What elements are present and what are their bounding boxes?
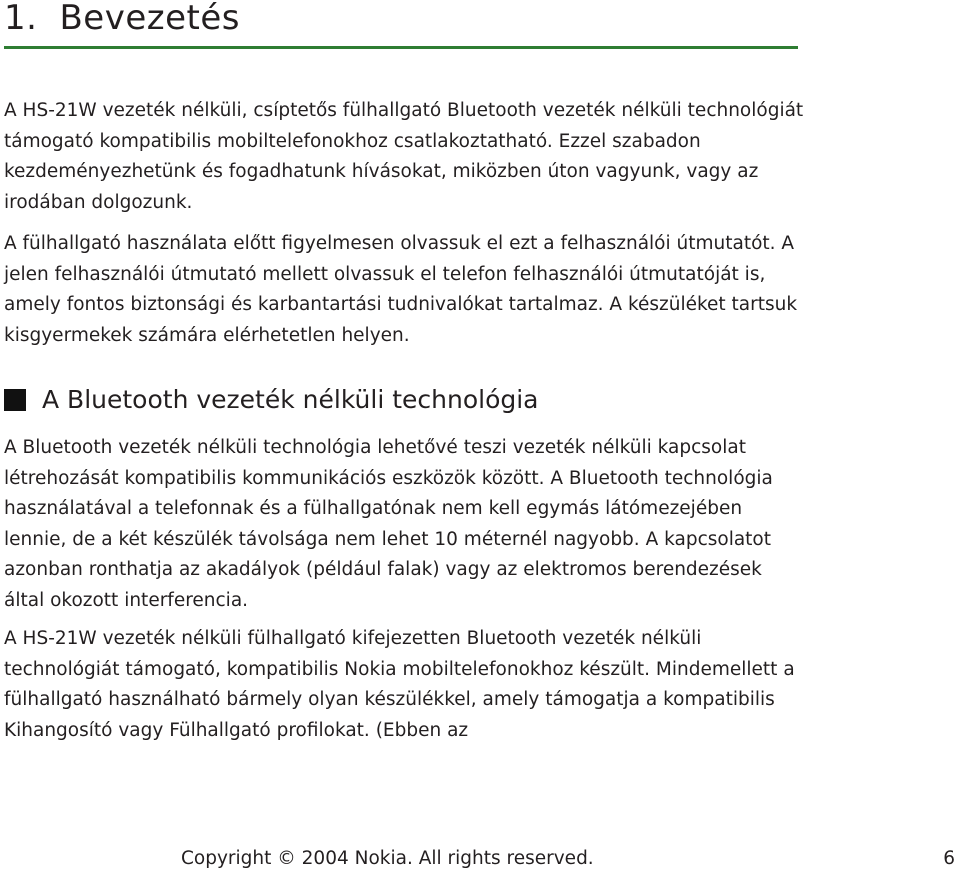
chapter-title	[4, 0, 240, 38]
page-number: 6	[943, 848, 955, 869]
chapter-title-text: Bevezetés	[59, 0, 240, 38]
chapter-number: 1.	[4, 0, 38, 38]
square-bullet-icon	[4, 389, 26, 411]
section-paragraph-2: A HS-21W vezeték nélküli fülhallgató kifejezetten Bluetooth vezeték nélküli technológiát támogató, kompatibilis Nokia mobiltelefonokhoz készült. Mindemellett a fülhallgató használható bármely olyan készülékkel, amely támogatja a kompatibilis Kihangosító vagy Fülhallgató profilokat. (Ebben az	[4, 628, 795, 741]
intro-paragraph-1: A HS-21W vezeték nélküli, csíptetős fülhallgató Bluetooth vezeték nélküli technológiát támogató kompatibilis mobiltelefonokhoz csatlakoztatható. Ezzel szabadon kezdeményezhetünk és fogadhatunk hívásokat, miközben úton vagyunk, vagy az irodában dolgozunk.	[4, 100, 804, 213]
intro-paragraph-2: A fülhallgató használata előtt figyelmesen olvassuk el ezt a felhasználói útmutatót. A jelen felhasználói útmutató mellett olvassuk el telefon felhasználói útmutatóját is, amely fontos biztonsági és karbantartási tudnivalókat tartalmaz. A készüléket tartsuk kisgyermekek számára elérhetetlen helyen.	[4, 233, 798, 346]
section-heading	[4, 385, 539, 414]
footer-copyright: Copyright © 2004 Nokia. All rights reserved.	[181, 848, 594, 869]
title-underline-rule	[4, 46, 798, 49]
section-heading-text: A Bluetooth vezeték nélküli technológia	[42, 385, 539, 414]
section-paragraph-1: A Bluetooth vezeték nélküli technológia lehetővé teszi vezeték nélküli kapcsolat létrehozását kompatibilis kommunikációs eszközök között. A Bluetooth technológia használatával a telefonnak és a fülhallgatónak nem kell egymás látómezejében lennie, de a két készülék távolsága nem lehet 10 méternél nagyobb. A kapcsolatot azonban ronthatja az akadályok (például falak) vagy az elektromos berendezések által okozott interferencia.	[4, 437, 773, 611]
